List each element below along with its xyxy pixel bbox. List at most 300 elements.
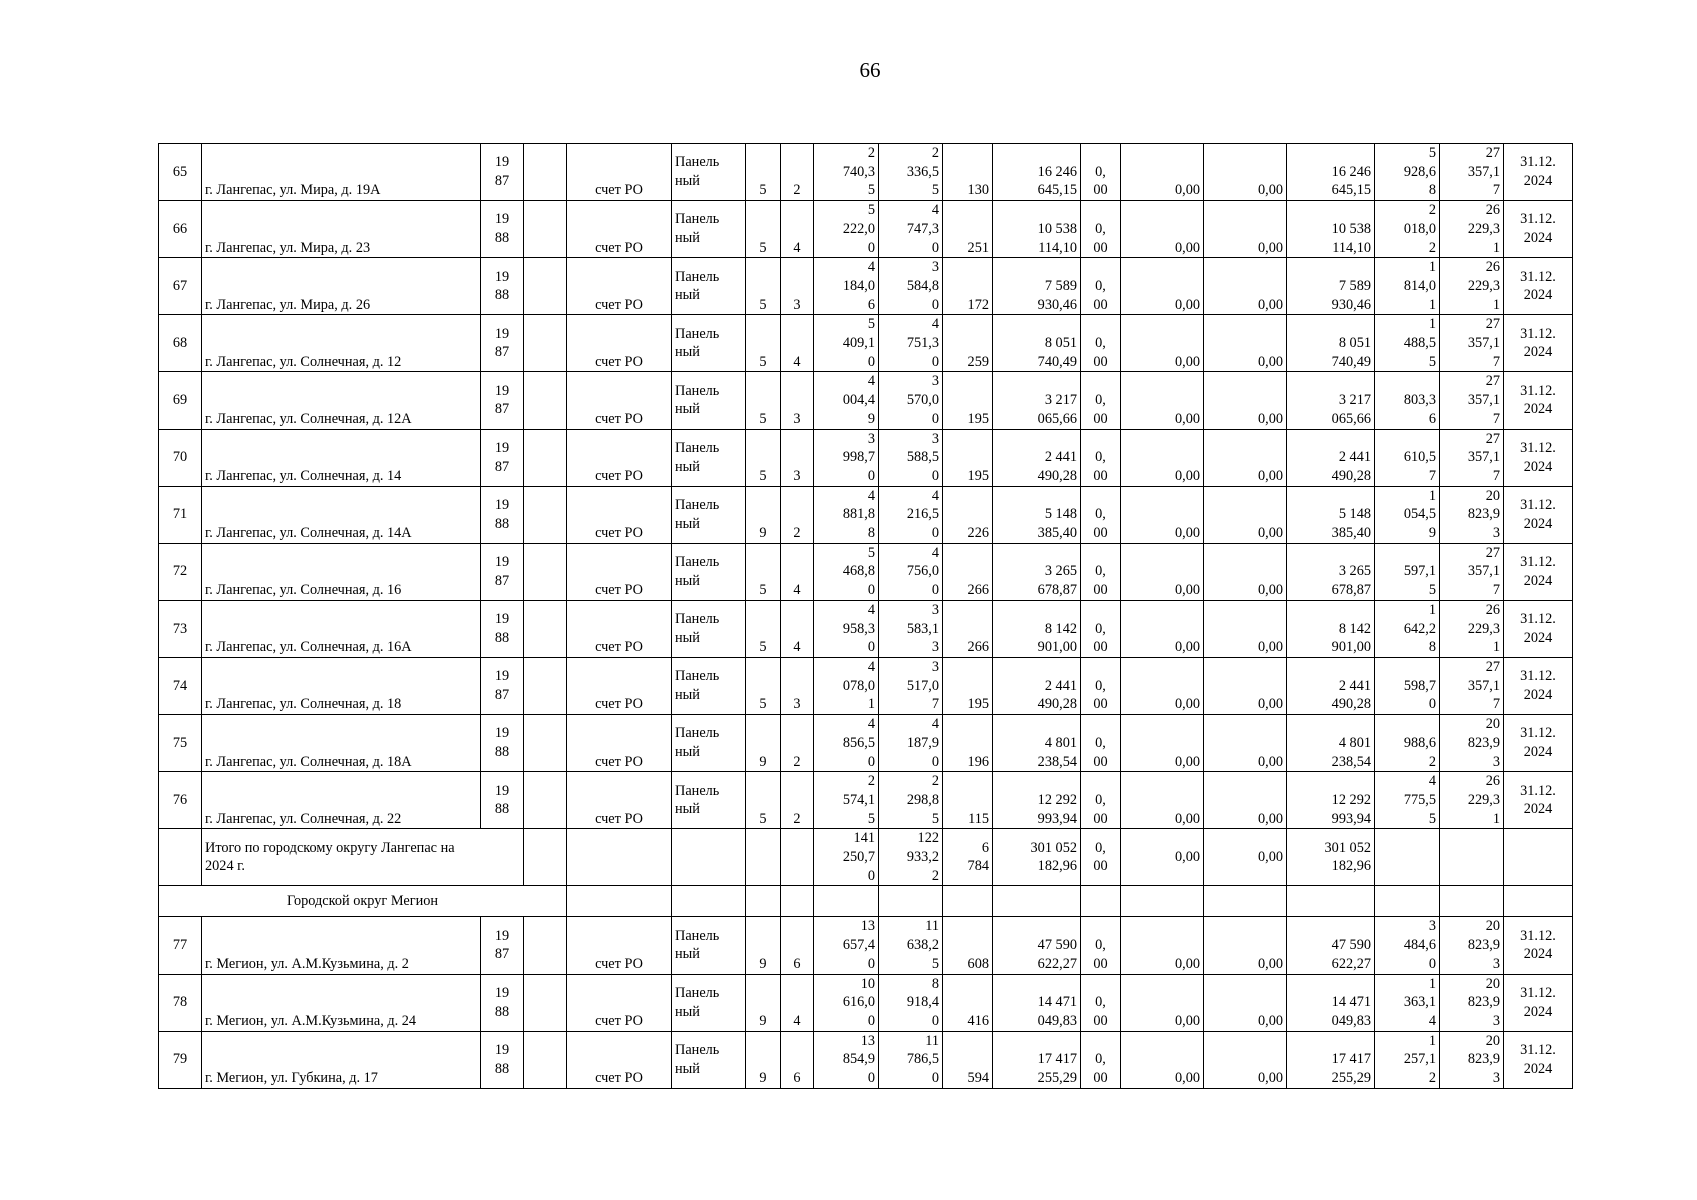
cell-row-number: 72 (159, 543, 202, 600)
cell-residents: 195 (943, 372, 993, 429)
cell-address: г. Мегион, ул. А.М.Кузьмина, д. 2 (202, 917, 481, 974)
cell-wall-material: Панель ный (672, 772, 746, 829)
cell-row-number: 66 (159, 201, 202, 258)
cell-build-year: 19 88 (481, 258, 524, 315)
cell-fund-okrug: 0,00 (1121, 657, 1204, 714)
cell-fund-ru: 0, 00 (1081, 144, 1121, 201)
cell-fund-source: счет РО (567, 657, 672, 714)
cell-fund-ru: 0, 00 (1081, 315, 1121, 372)
cell-living-area: 3 588,5 0 (879, 429, 943, 486)
cell-wall-material: Панель ный (672, 715, 746, 772)
cell-address: г. Лангепас, ул. Солнечная, д. 12А (202, 372, 481, 429)
cell-total-area: 4 078,0 1 (814, 657, 879, 714)
cell-fund-local: 0,00 (1204, 258, 1287, 315)
cell-fund-local: 0,00 (1204, 657, 1287, 714)
cell-living-area: 11 638,2 5 (879, 917, 943, 974)
cell-deadline: 31.12. 2024 (1504, 543, 1573, 600)
cell-total-cost: 10 538 114,10 (993, 201, 1081, 258)
cell-fund-owners: 3 265 678,87 (1287, 543, 1375, 600)
cell-fund-local: 0,00 (1204, 144, 1287, 201)
cell-unit-cost: 2 018,0 2 (1375, 201, 1440, 258)
langepas-rows (159, 144, 1573, 829)
table-row (159, 429, 1573, 486)
cell-fund-ru: 0, 00 (1081, 429, 1121, 486)
cell-entrances: 4 (781, 974, 814, 1031)
cell-deadline: 31.12. 2024 (1504, 657, 1573, 714)
cell-max-unit-cost: 27 357,1 7 (1440, 315, 1504, 372)
table-row (159, 657, 1573, 714)
cell-fund-okrug: 0,00 (1121, 917, 1204, 974)
subtotal-row (159, 829, 1573, 886)
cell-entrances: 2 (781, 486, 814, 543)
cell-fund-local: 0,00 (1204, 372, 1287, 429)
cell-build-year: 19 87 (481, 372, 524, 429)
cell-build-year: 19 87 (481, 429, 524, 486)
cell-blank (524, 258, 567, 315)
cell-blank (524, 372, 567, 429)
cell-entrances: 2 (781, 715, 814, 772)
cell-address: г. Лангепас, ул. Солнечная, д. 22 (202, 772, 481, 829)
cell-living-area: 4 747,3 0 (879, 201, 943, 258)
cell-total-cost: 47 590 622,27 (993, 917, 1081, 974)
cell-entrances: 3 (781, 258, 814, 315)
cell-residents: 226 (943, 486, 993, 543)
page-number: 66 (859, 58, 881, 82)
cell-fund-ru: 0, 00 (1081, 772, 1121, 829)
cell-fund-owners: 8 142 901,00 (1287, 600, 1375, 657)
cell-row-number: 77 (159, 917, 202, 974)
cell-row-number: 67 (159, 258, 202, 315)
cell-build-year: 19 88 (481, 1031, 524, 1088)
cell-row-number: 75 (159, 715, 202, 772)
cell-wall-material: Панель ный (672, 144, 746, 201)
cell-residents: 416 (943, 974, 993, 1031)
cell-floors: 5 (746, 372, 781, 429)
table-row (159, 1031, 1573, 1088)
cell-living-area: 8 918,4 0 (879, 974, 943, 1031)
section-header-row (159, 886, 1573, 917)
cell-deadline: 31.12. 2024 (1504, 974, 1573, 1031)
cell-fund-owners: 4 801 238,54 (1287, 715, 1375, 772)
cell-max-unit-cost: 20 823,9 3 (1440, 715, 1504, 772)
cell-wall-material: Панель ный (672, 201, 746, 258)
cell-unit-cost: 1 814,0 1 (1375, 258, 1440, 315)
cell-fund-owners: 16 246 645,15 (1287, 144, 1375, 201)
cell-unit-cost: 988,6 2 (1375, 715, 1440, 772)
cell-entrances: 4 (781, 600, 814, 657)
cell-deadline: 31.12. 2024 (1504, 258, 1573, 315)
cell-living-area: 11 786,5 0 (879, 1031, 943, 1088)
cell-deadline: 31.12. 2024 (1504, 486, 1573, 543)
cell-unit-cost: 1 642,2 8 (1375, 600, 1440, 657)
cell-fund-local: 0,00 (1204, 486, 1287, 543)
cell-floors: 5 (746, 201, 781, 258)
cell-unit-cost: 5 928,6 8 (1375, 144, 1440, 201)
cell-fund-okrug: 0,00 (1121, 715, 1204, 772)
cell-max-unit-cost: 26 229,3 1 (1440, 600, 1504, 657)
cell-residents: 608 (943, 917, 993, 974)
subtotal-total: 301 052 182,96 (993, 829, 1081, 886)
cell-living-area: 3 517,0 7 (879, 657, 943, 714)
cell-total-area: 4 184,0 6 (814, 258, 879, 315)
cell-total-cost: 8 142 901,00 (993, 600, 1081, 657)
cell-unit-cost: 1 363,1 4 (1375, 974, 1440, 1031)
cell-build-year: 19 88 (481, 715, 524, 772)
cell-build-year: 19 87 (481, 144, 524, 201)
cell-fund-local: 0,00 (1204, 543, 1287, 600)
cell-fund-local: 0,00 (1204, 315, 1287, 372)
cell-floors: 5 (746, 772, 781, 829)
cell-living-area: 3 583,1 3 (879, 600, 943, 657)
cell-floors: 5 (746, 315, 781, 372)
cell-wall-material: Панель ный (672, 1031, 746, 1088)
cell-fund-owners: 2 441 490,28 (1287, 657, 1375, 714)
cell-living-area: 4 216,5 0 (879, 486, 943, 543)
cell-fund-source: счет РО (567, 144, 672, 201)
cell-fund-local: 0,00 (1204, 201, 1287, 258)
cell-living-area: 4 756,0 0 (879, 543, 943, 600)
cell-blank (524, 144, 567, 201)
cell-residents: 115 (943, 772, 993, 829)
cell-fund-okrug: 0,00 (1121, 600, 1204, 657)
cell-total-cost: 17 417 255,29 (993, 1031, 1081, 1088)
cell-wall-material: Панель ный (672, 429, 746, 486)
cell-residents: 266 (943, 600, 993, 657)
cell-wall-material: Панель ный (672, 657, 746, 714)
cell-blank (524, 917, 567, 974)
cell-fund-source: счет РО (567, 600, 672, 657)
cell-fund-okrug: 0,00 (1121, 372, 1204, 429)
subtotal-f2: 0,00 (1121, 829, 1204, 886)
cell-entrances: 4 (781, 543, 814, 600)
cell-entrances: 3 (781, 657, 814, 714)
cell-total-area: 5 409,1 0 (814, 315, 879, 372)
cell-build-year: 19 87 (481, 657, 524, 714)
cell-floors: 9 (746, 715, 781, 772)
subtotal-f1: 0, 00 (1081, 829, 1121, 886)
cell-entrances: 3 (781, 429, 814, 486)
cell-floors: 5 (746, 144, 781, 201)
cell-total-area: 4 881,8 8 (814, 486, 879, 543)
cell-deadline: 31.12. 2024 (1504, 772, 1573, 829)
cell-total-cost: 7 589 930,46 (993, 258, 1081, 315)
megion-rows (159, 917, 1573, 1088)
cell-fund-owners: 14 471 049,83 (1287, 974, 1375, 1031)
cell-max-unit-cost: 20 823,9 3 (1440, 1031, 1504, 1088)
cell-total-cost: 3 217 065,66 (993, 372, 1081, 429)
cell-fund-owners: 47 590 622,27 (1287, 917, 1375, 974)
cell-entrances: 4 (781, 315, 814, 372)
cell-address: г. Лангепас, ул. Солнечная, д. 16 (202, 543, 481, 600)
cell-fund-source: счет РО (567, 372, 672, 429)
cell-unit-cost: 4 775,5 5 (1375, 772, 1440, 829)
cell-living-area: 2 298,8 5 (879, 772, 943, 829)
cell-address: г. Лангепас, ул. Солнечная, д. 18 (202, 657, 481, 714)
cell-deadline: 31.12. 2024 (1504, 144, 1573, 201)
cell-total-cost: 5 148 385,40 (993, 486, 1081, 543)
cell-fund-local: 0,00 (1204, 1031, 1287, 1088)
cell-row-number: 71 (159, 486, 202, 543)
table-row (159, 258, 1573, 315)
cell-residents: 196 (943, 715, 993, 772)
cell-residents: 594 (943, 1031, 993, 1088)
cell-total-area: 10 616,0 0 (814, 974, 879, 1031)
table-row (159, 201, 1573, 258)
cell-floors: 9 (746, 1031, 781, 1088)
cell-fund-okrug: 0,00 (1121, 1031, 1204, 1088)
cell-residents: 266 (943, 543, 993, 600)
cell-total-cost: 4 801 238,54 (993, 715, 1081, 772)
housing-register-table (158, 143, 1573, 1089)
cell-max-unit-cost: 26 229,3 1 (1440, 201, 1504, 258)
cell-address: г. Лангепас, ул. Солнечная, д. 14 (202, 429, 481, 486)
cell-blank (524, 600, 567, 657)
cell-floors: 5 (746, 543, 781, 600)
cell-fund-ru: 0, 00 (1081, 201, 1121, 258)
cell-deadline: 31.12. 2024 (1504, 917, 1573, 974)
cell-blank (524, 201, 567, 258)
cell-floors: 5 (746, 600, 781, 657)
cell-unit-cost: 598,7 0 (1375, 657, 1440, 714)
cell-wall-material: Панель ный (672, 600, 746, 657)
cell-blank (524, 486, 567, 543)
cell-fund-okrug: 0,00 (1121, 201, 1204, 258)
cell-fund-source: счет РО (567, 201, 672, 258)
table-row (159, 974, 1573, 1031)
cell-fund-owners: 7 589 930,46 (1287, 258, 1375, 315)
cell-fund-source: счет РО (567, 1031, 672, 1088)
cell-address: г. Мегион, ул. Губкина, д. 17 (202, 1031, 481, 1088)
cell-address: г. Лангепас, ул. Мира, д. 26 (202, 258, 481, 315)
cell-total-area: 3 998,7 0 (814, 429, 879, 486)
cell-living-area: 4 187,9 0 (879, 715, 943, 772)
cell-living-area: 3 584,8 0 (879, 258, 943, 315)
cell-entrances: 4 (781, 201, 814, 258)
cell-blank (524, 715, 567, 772)
cell-blank (524, 974, 567, 1031)
cell-fund-ru: 0, 00 (1081, 974, 1121, 1031)
cell-deadline: 31.12. 2024 (1504, 600, 1573, 657)
cell-residents: 172 (943, 258, 993, 315)
cell-max-unit-cost: 27 357,1 7 (1440, 657, 1504, 714)
cell-max-unit-cost: 27 357,1 7 (1440, 543, 1504, 600)
cell-address: г. Лангепас, ул. Мира, д. 19А (202, 144, 481, 201)
cell-fund-local: 0,00 (1204, 917, 1287, 974)
table-row (159, 772, 1573, 829)
cell-max-unit-cost: 20 823,9 3 (1440, 917, 1504, 974)
subtotal-f4: 301 052 182,96 (1287, 829, 1375, 886)
cell-max-unit-cost: 20 823,9 3 (1440, 974, 1504, 1031)
cell-living-area: 2 336,5 5 (879, 144, 943, 201)
cell-total-cost: 8 051 740,49 (993, 315, 1081, 372)
cell-wall-material: Панель ный (672, 372, 746, 429)
subtotal-block (159, 829, 1573, 917)
cell-total-area: 4 958,3 0 (814, 600, 879, 657)
cell-unit-cost: 597,1 5 (1375, 543, 1440, 600)
cell-living-area: 4 751,3 0 (879, 315, 943, 372)
table-row (159, 315, 1573, 372)
cell-address: г. Лангепас, ул. Солнечная, д. 16А (202, 600, 481, 657)
cell-floors: 9 (746, 974, 781, 1031)
cell-deadline: 31.12. 2024 (1504, 1031, 1573, 1088)
cell-build-year: 19 87 (481, 315, 524, 372)
cell-row-number: 79 (159, 1031, 202, 1088)
cell-max-unit-cost: 26 229,3 1 (1440, 258, 1504, 315)
cell-row-number: 69 (159, 372, 202, 429)
cell-wall-material: Панель ный (672, 258, 746, 315)
cell-fund-okrug: 0,00 (1121, 486, 1204, 543)
cell-fund-okrug: 0,00 (1121, 315, 1204, 372)
cell-fund-owners: 17 417 255,29 (1287, 1031, 1375, 1088)
cell-fund-source: счет РО (567, 486, 672, 543)
cell-address: г. Лангепас, ул. Солнечная, д. 12 (202, 315, 481, 372)
cell-address: г. Лангепас, ул. Солнечная, д. 14А (202, 486, 481, 543)
cell-residents: 195 (943, 429, 993, 486)
table-row (159, 715, 1573, 772)
cell-fund-okrug: 0,00 (1121, 543, 1204, 600)
cell-fund-local: 0,00 (1204, 974, 1287, 1031)
table-row (159, 372, 1573, 429)
cell-entrances: 6 (781, 917, 814, 974)
cell-fund-owners: 5 148 385,40 (1287, 486, 1375, 543)
cell-total-cost: 12 292 993,94 (993, 772, 1081, 829)
cell-blank (524, 315, 567, 372)
cell-fund-ru: 0, 00 (1081, 917, 1121, 974)
cell-fund-okrug: 0,00 (1121, 144, 1204, 201)
cell-total-area: 5 222,0 0 (814, 201, 879, 258)
cell-wall-material: Панель ный (672, 974, 746, 1031)
cell-wall-material: Панель ный (672, 917, 746, 974)
cell-floors: 9 (746, 917, 781, 974)
cell-build-year: 19 88 (481, 974, 524, 1031)
cell-unit-cost: 1 488,5 5 (1375, 315, 1440, 372)
cell-deadline: 31.12. 2024 (1504, 315, 1573, 372)
subtotal-f3: 0,00 (1204, 829, 1287, 886)
cell-address: г. Мегион, ул. А.М.Кузьмина, д. 24 (202, 974, 481, 1031)
cell-row-number: 68 (159, 315, 202, 372)
cell-entrances: 3 (781, 372, 814, 429)
cell-fund-source: счет РО (567, 917, 672, 974)
cell-build-year: 19 87 (481, 917, 524, 974)
cell-floors: 5 (746, 657, 781, 714)
cell-deadline: 31.12. 2024 (1504, 429, 1573, 486)
cell-wall-material: Панель ный (672, 315, 746, 372)
cell-deadline: 31.12. 2024 (1504, 201, 1573, 258)
cell-fund-okrug: 0,00 (1121, 974, 1204, 1031)
cell-total-area: 2 574,1 5 (814, 772, 879, 829)
cell-floors: 9 (746, 486, 781, 543)
cell-total-cost: 2 441 490,28 (993, 657, 1081, 714)
cell-fund-source: счет РО (567, 974, 672, 1031)
cell-residents: 259 (943, 315, 993, 372)
cell-fund-source: счет РО (567, 429, 672, 486)
cell-fund-owners: 8 051 740,49 (1287, 315, 1375, 372)
cell-residents: 251 (943, 201, 993, 258)
cell-deadline: 31.12. 2024 (1504, 715, 1573, 772)
cell-fund-owners: 12 292 993,94 (1287, 772, 1375, 829)
cell-wall-material: Панель ный (672, 543, 746, 600)
cell-fund-ru: 0, 00 (1081, 258, 1121, 315)
cell-deadline: 31.12. 2024 (1504, 372, 1573, 429)
table-row (159, 543, 1573, 600)
cell-fund-source: счет РО (567, 543, 672, 600)
cell-fund-ru: 0, 00 (1081, 486, 1121, 543)
cell-unit-cost: 610,5 7 (1375, 429, 1440, 486)
table-row (159, 486, 1573, 543)
cell-fund-local: 0,00 (1204, 600, 1287, 657)
cell-floors: 5 (746, 429, 781, 486)
cell-residents: 195 (943, 657, 993, 714)
cell-fund-source: счет РО (567, 715, 672, 772)
section-title: Городской округ Мегион (159, 886, 567, 917)
cell-fund-owners: 2 441 490,28 (1287, 429, 1375, 486)
cell-row-number: 73 (159, 600, 202, 657)
cell-blank (524, 543, 567, 600)
cell-address: г. Лангепас, ул. Мира, д. 23 (202, 201, 481, 258)
cell-wall-material: Панель ный (672, 486, 746, 543)
cell-fund-local: 0,00 (1204, 429, 1287, 486)
cell-fund-local: 0,00 (1204, 772, 1287, 829)
cell-max-unit-cost: 26 229,3 1 (1440, 772, 1504, 829)
cell-unit-cost: 3 484,6 0 (1375, 917, 1440, 974)
cell-row-number: 65 (159, 144, 202, 201)
cell-fund-ru: 0, 00 (1081, 372, 1121, 429)
cell-max-unit-cost: 27 357,1 7 (1440, 144, 1504, 201)
cell-fund-okrug: 0,00 (1121, 772, 1204, 829)
cell-total-cost: 14 471 049,83 (993, 974, 1081, 1031)
cell-entrances: 2 (781, 144, 814, 201)
cell-blank (524, 1031, 567, 1088)
cell-fund-ru: 0, 00 (1081, 715, 1121, 772)
cell-max-unit-cost: 27 357,1 7 (1440, 429, 1504, 486)
cell-fund-ru: 0, 00 (1081, 600, 1121, 657)
subtotal-area1: 141 250,7 0 (814, 829, 879, 886)
cell-fund-okrug: 0,00 (1121, 258, 1204, 315)
cell-fund-owners: 3 217 065,66 (1287, 372, 1375, 429)
cell-address: г. Лангепас, ул. Солнечная, д. 18А (202, 715, 481, 772)
cell-build-year: 19 88 (481, 600, 524, 657)
cell-row-number: 78 (159, 974, 202, 1031)
cell-fund-okrug: 0,00 (1121, 429, 1204, 486)
cell-fund-ru: 0, 00 (1081, 543, 1121, 600)
cell-entrances: 2 (781, 772, 814, 829)
cell-fund-owners: 10 538 114,10 (1287, 201, 1375, 258)
cell-row-number: 74 (159, 657, 202, 714)
cell-fund-local: 0,00 (1204, 715, 1287, 772)
subtotal-area2: 122 933,2 2 (879, 829, 943, 886)
cell-build-year: 19 88 (481, 486, 524, 543)
table-row (159, 600, 1573, 657)
cell-total-area: 13 854,9 0 (814, 1031, 879, 1088)
cell-fund-ru: 0, 00 (1081, 657, 1121, 714)
cell-fund-source: счет РО (567, 258, 672, 315)
cell-max-unit-cost: 27 357,1 7 (1440, 372, 1504, 429)
cell-total-area: 5 468,8 0 (814, 543, 879, 600)
cell-row-number: 76 (159, 772, 202, 829)
cell-build-year: 19 87 (481, 543, 524, 600)
table-row (159, 917, 1573, 974)
cell-build-year: 19 88 (481, 201, 524, 258)
cell-residents: 130 (943, 144, 993, 201)
cell-blank (524, 772, 567, 829)
cell-total-cost: 2 441 490,28 (993, 429, 1081, 486)
cell-living-area: 3 570,0 0 (879, 372, 943, 429)
cell-blank (524, 429, 567, 486)
subtotal-people: 6 784 (943, 829, 993, 886)
cell-entrances: 6 (781, 1031, 814, 1088)
cell-total-area: 4 004,4 9 (814, 372, 879, 429)
cell-row-number: 70 (159, 429, 202, 486)
